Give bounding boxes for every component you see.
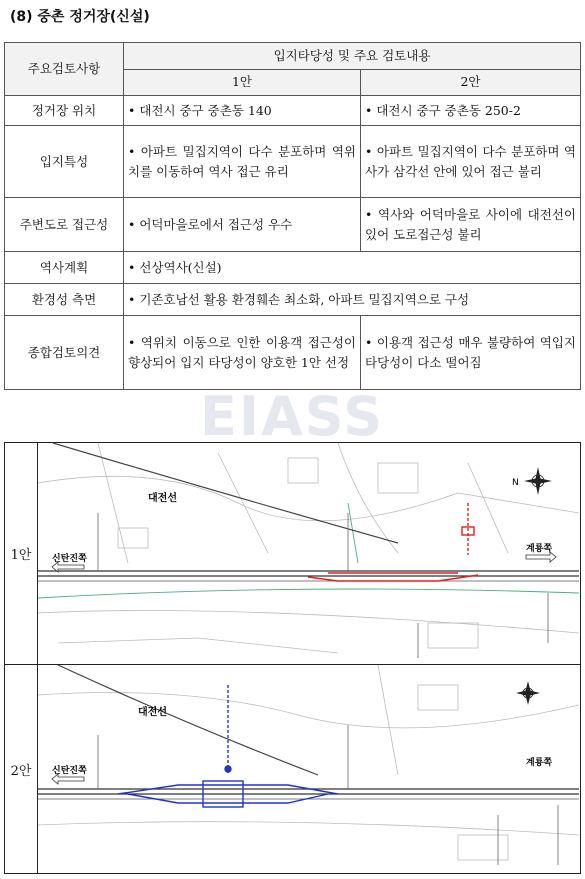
row-alt2-text: • 역사와 어덕마을로 사이에 대전선이 있어 도로접근성 불리 [361, 198, 581, 252]
left-direction-label: 신탄진쪽 [52, 766, 87, 776]
header-group: 입지타당성 및 주요 검토내용 [124, 43, 581, 70]
north-arrow-icon [512, 467, 552, 495]
row-category: 역사계획 [5, 252, 124, 284]
main-track [38, 571, 579, 581]
row-both-text: • 선상역사(신설) [124, 252, 581, 284]
map-alt2-label: 2안 [5, 665, 38, 873]
row-both-text: • 기존호남선 활용 환경훼손 최소화, 아파트 밀집지역으로 구성 [124, 284, 581, 316]
row-alt2-text: • 이용객 접근성 매우 불량하여 역입지 타당성이 다소 떨어짐 [361, 316, 581, 390]
watermark: EIASS [200, 385, 385, 448]
left-direction-label: 신탄진쪽 [52, 554, 87, 564]
row-alt1-text: • 어덕마을로에서 접근성 우수 [124, 198, 361, 252]
north-label: N [512, 478, 519, 488]
site-maps [4, 442, 581, 874]
north-arrow-icon [516, 681, 540, 705]
line-name-label: 대전선 [148, 493, 177, 504]
row-category: 종합검토의견 [5, 316, 124, 390]
survey-markers [98, 725, 558, 865]
map-alt2 [5, 665, 580, 873]
survey-markers [98, 513, 548, 658]
map-alt1-label: 1안 [5, 443, 38, 664]
row-category: 입지특성 [5, 126, 124, 198]
header-category: 주요검토사항 [5, 43, 124, 96]
row-alt1-text: • 대전시 중구 중촌동 140 [124, 96, 361, 126]
row-category: 정거장 위치 [5, 96, 124, 126]
right-direction-label: 계룡쪽 [526, 758, 553, 768]
background-streets [38, 443, 579, 653]
header-alt2: 2안 [361, 69, 581, 96]
header-alt1: 1안 [124, 69, 361, 96]
review-table [4, 42, 581, 390]
daejeon-line-curve [53, 443, 398, 543]
map-alt1 [5, 443, 580, 665]
section-heading: (8) 중촌 정거장(신설) [10, 9, 150, 25]
daejeon-line-curve [58, 665, 318, 775]
map-alt1-drawing [38, 443, 579, 664]
row-category: 주변도로 접근성 [5, 198, 124, 252]
line-name-label: 대전선 [138, 707, 167, 718]
row-alt2-text: • 아파트 밀집지역이 다수 분포하며 역사가 삼각선 안에 있어 접근 불리 [361, 126, 581, 198]
map-alt2-drawing [38, 665, 579, 872]
row-alt1-text: • 역위치 이동으로 인한 이용객 접근성이 향상되어 입지 타당성이 양호한 1안 선정 [124, 316, 361, 390]
row-alt2-text: • 대전시 중구 중촌동 250-2 [361, 96, 581, 126]
right-direction-label: 계룡쪽 [526, 544, 553, 554]
row-alt1-text: • 아파트 밀집지역이 다수 분포하며 역위치를 이동하여 역사 접근 유리 [124, 126, 361, 198]
row-category: 환경성 측면 [5, 284, 124, 316]
